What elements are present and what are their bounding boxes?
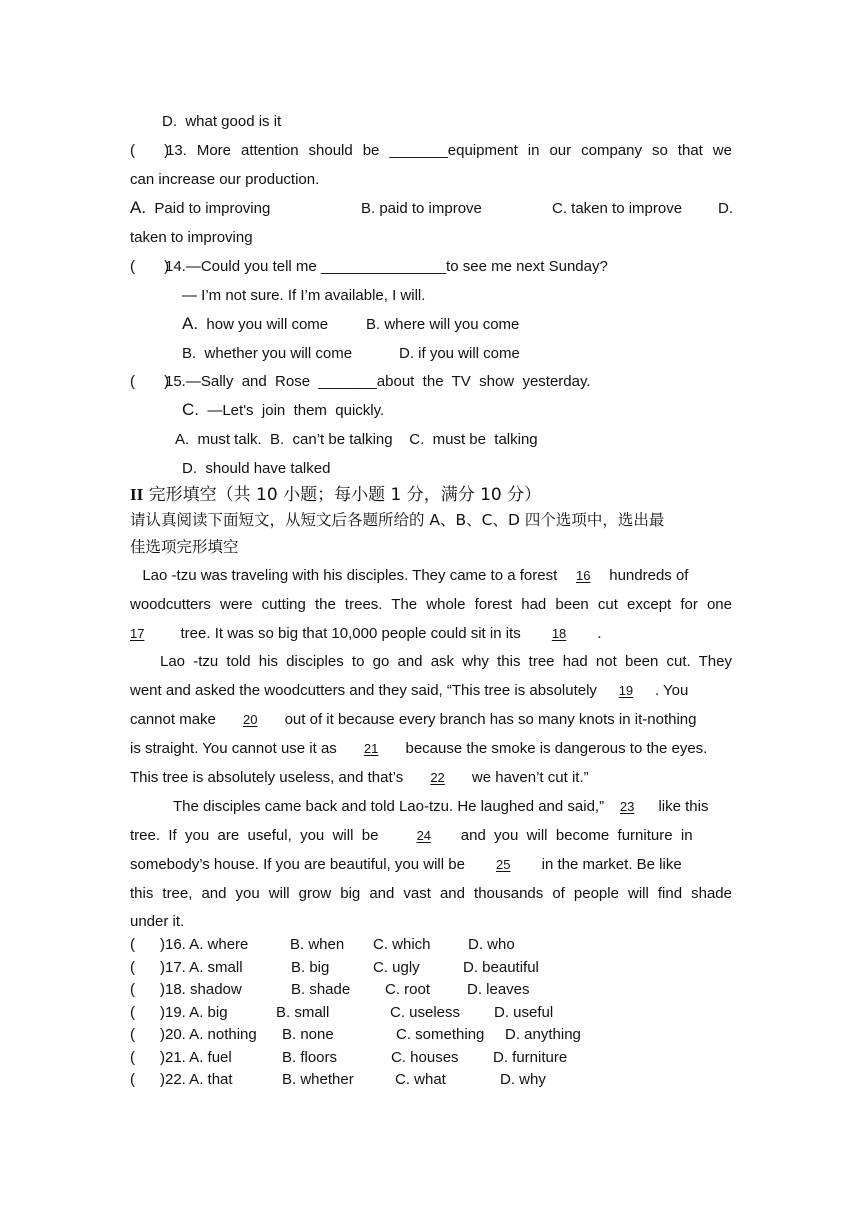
blank-25: 25 xyxy=(496,857,511,872)
passage-text: . xyxy=(597,625,602,642)
q15-reply xyxy=(182,400,384,421)
question-option-c: C. ugly xyxy=(373,959,420,976)
passage-text: in the market. Be like xyxy=(541,856,682,873)
passage-text: tree. It was so big that 10,000 people could sit in its xyxy=(180,625,521,642)
q14-stem: 14.—Could you tell me _______________to see me next Sunday? xyxy=(165,258,608,275)
q13-paren: ( ) xyxy=(130,142,170,159)
q14-option-c: B. whether you will come xyxy=(182,345,353,362)
q14-option-a xyxy=(182,314,328,335)
q14-option-a-text: how you will come xyxy=(206,316,329,333)
passage-p3-line2 xyxy=(130,826,693,846)
passage-text: cannot make xyxy=(130,711,216,728)
q13-option-a-text: Paid to improving xyxy=(154,200,271,217)
question-option-b: B. floors xyxy=(282,1049,338,1066)
instruction-line-2: 佳选项完形填空 xyxy=(130,538,239,556)
q13-stem-cont: can increase our production. xyxy=(130,171,320,188)
question-paren: ( xyxy=(130,1004,135,1021)
q13-option-b: B. paid to improve xyxy=(361,200,482,217)
q14-reply: — I’m not sure. If I’m available, I will. xyxy=(182,287,426,304)
question-option-d: D. who xyxy=(468,936,515,953)
blank-19: 19 xyxy=(618,683,634,698)
q15-option-d: D. should have talked xyxy=(182,460,331,477)
q14-option-d: D. if you will come xyxy=(399,345,520,362)
question-option-b: B. small xyxy=(276,1004,330,1021)
question-option-d: D. anything xyxy=(505,1026,581,1043)
passage-text: out of it because every branch has so many knots in it-nothing xyxy=(284,711,697,728)
question-option-d: D. why xyxy=(500,1071,546,1088)
passage-p1-line2: woodcutters were cutting the trees. The whole forest had been cut except for one xyxy=(130,596,732,613)
section-title: 完形填空（共 10 小题；每小题 1 分，满分 10 分） xyxy=(143,485,542,505)
passage-text: tree. If you are useful, you will be xyxy=(130,827,379,844)
question-option-b: B. big xyxy=(291,959,330,976)
question-paren: ( xyxy=(130,1071,135,1088)
question-option-b: B. when xyxy=(290,936,345,953)
question-option-c: C. useless xyxy=(390,1004,461,1021)
q14-option-a-letter: A. xyxy=(182,314,199,333)
question-option-c: C. houses xyxy=(391,1049,459,1066)
passage-text: somebody’s house. If you are beautiful, you will be xyxy=(130,856,465,873)
question-option-b: B. shade xyxy=(291,981,351,998)
passage-p3-line3 xyxy=(130,855,682,875)
passage-p1-line1 xyxy=(134,566,688,586)
instruction-line-1: 请认真阅读下面短文，从短文后各题所给的 A、B、C、D 四个选项中，选出最 xyxy=(130,511,665,529)
question-option-d: D. furniture xyxy=(493,1049,568,1066)
q13-option-c: C. taken to improve xyxy=(552,200,683,217)
q14-option-b: B. where will you come xyxy=(366,316,520,333)
section-roman: II xyxy=(130,485,144,504)
passage-text: Lao -tzu was traveling with his disciples. They came to a forest xyxy=(134,567,558,584)
q15-stem: 15.—Sally and Rose _______about the TV show yesterday. xyxy=(165,373,591,390)
q14-paren: ( ) xyxy=(130,258,170,275)
question-paren: ( xyxy=(130,1026,135,1043)
q15-options-abc: A. must talk. B. can’t be talking C. must be talking xyxy=(175,431,538,448)
passage-p2-line1: Lao -tzu told his disciples to go and ask why this tree had not been cut. They xyxy=(160,653,732,670)
question-option-c: C. which xyxy=(373,936,431,953)
q15-reply-letter: C. xyxy=(182,400,199,419)
passage-text: and you will become furniture in xyxy=(460,827,693,844)
question-option-d: D. useful xyxy=(494,1004,554,1021)
blank-24: 24 xyxy=(416,828,432,843)
q13-option-d-text: taken to improving xyxy=(130,229,253,246)
blank-21: 21 xyxy=(363,741,379,756)
q15-reply-text: —Let's join them quickly. xyxy=(207,402,385,419)
question-paren: ( xyxy=(130,959,135,976)
question-option-a: )19. A. big xyxy=(160,1004,228,1021)
passage-p2-line3 xyxy=(130,710,696,730)
passage-text: The disciples came back and told Lao-tzu. He laughed and said,” xyxy=(173,798,605,815)
passage-text: we haven’t cut it.” xyxy=(471,769,589,786)
q13-stem: 13. More attention should be _______equipment in our company so that we xyxy=(166,142,732,159)
question-option-a: )18. shadow xyxy=(160,981,242,998)
question-option-a: )22. A. that xyxy=(160,1071,233,1088)
passage-p3-line1 xyxy=(173,797,708,817)
blank-17: 17 xyxy=(130,626,145,641)
question-option-c: C. something xyxy=(396,1026,485,1043)
blank-23: 23 xyxy=(619,799,635,814)
q12-option-d: D. what good is it xyxy=(162,113,282,130)
q13-option-a xyxy=(130,198,270,219)
question-option-d: D. beautiful xyxy=(463,959,539,976)
question-paren: ( xyxy=(130,981,135,998)
question-option-d: D. leaves xyxy=(467,981,530,998)
passage-text: This tree is absolutely useless, and that’s xyxy=(130,769,404,786)
blank-16: 16 xyxy=(576,568,591,583)
section-heading xyxy=(130,484,541,506)
passage-p2-line4 xyxy=(130,739,707,759)
passage-p3-line4: this tree, and you will grow big and vast and thousands of people will find shade xyxy=(130,885,732,902)
passage-p2-line2 xyxy=(130,681,688,701)
question-option-a: )20. A. nothing xyxy=(160,1026,257,1043)
question-option-a: )17. A. small xyxy=(160,959,243,976)
passage-p1-line3 xyxy=(130,624,602,644)
blank-20: 20 xyxy=(243,712,258,727)
question-option-b: B. whether xyxy=(282,1071,354,1088)
question-option-a: )16. A. where xyxy=(160,936,249,953)
blank-18: 18 xyxy=(551,626,567,641)
question-option-a: )21. A. fuel xyxy=(160,1049,232,1066)
question-option-c: C. root xyxy=(385,981,431,998)
question-option-b: B. none xyxy=(282,1026,334,1043)
q15-paren: ( ) xyxy=(130,373,170,390)
passage-text: hundreds of xyxy=(609,567,689,584)
passage-p3-line5: under it. xyxy=(130,913,185,930)
blank-22: 22 xyxy=(430,770,445,785)
question-paren: ( xyxy=(130,936,135,953)
passage-text: like this xyxy=(658,798,709,815)
q13-option-d-letter: D. xyxy=(718,200,733,217)
q13-option-a-letter: A. xyxy=(130,198,147,217)
passage-text: because the smoke is dangerous to the eyes. xyxy=(405,740,708,757)
question-option-c: C. what xyxy=(395,1071,446,1088)
question-paren: ( xyxy=(130,1049,135,1066)
passage-text: . You xyxy=(654,682,689,699)
passage-p2-line5 xyxy=(130,768,589,788)
passage-text: went and asked the woodcutters and they said, “This tree is absolutely xyxy=(130,682,597,699)
passage-text: is straight. You cannot use it as xyxy=(130,740,337,757)
